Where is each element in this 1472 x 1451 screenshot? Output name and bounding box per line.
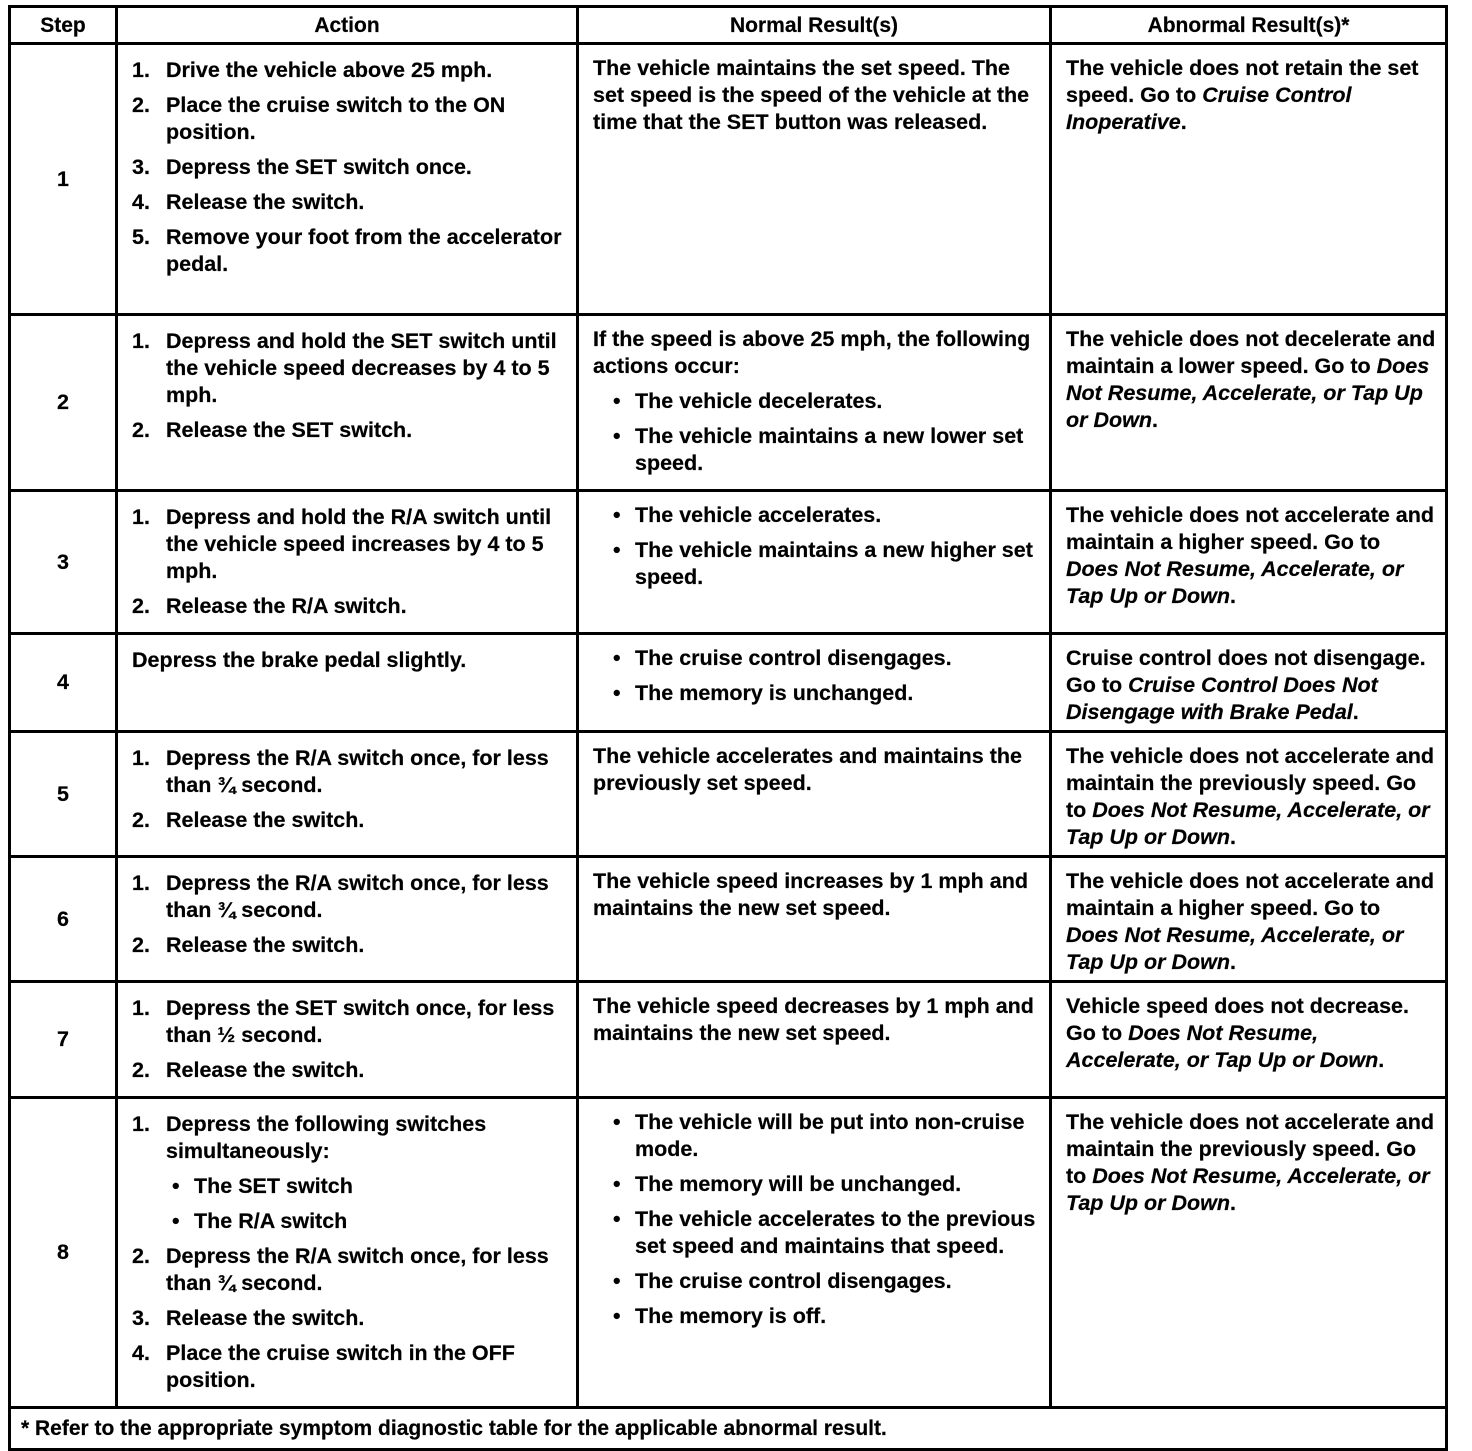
action-step-text: Place the cruise switch to the ON position. (166, 93, 506, 144)
table-row (10, 634, 1447, 732)
action-step (132, 1340, 566, 1394)
normal-result-cell (578, 982, 1051, 1098)
table-row (10, 491, 1447, 634)
action-cell (117, 44, 578, 315)
action-step (132, 932, 566, 959)
action-text: Depress the brake pedal slightly. (132, 648, 467, 672)
abnormal-result-text: Vehicle speed does not decrease. Go to (1066, 994, 1409, 1045)
normal-result-bullet: • The vehicle maintains a new higher set speed. (607, 537, 1041, 591)
action-step (132, 189, 566, 216)
abnormal-result-suffix: . (1152, 408, 1158, 432)
action-step (132, 224, 566, 278)
action-step-text: Release the R/A switch. (166, 594, 407, 618)
step-index: 1. (132, 746, 150, 770)
table-row (10, 44, 1447, 315)
action-step-text: Depress the R/A switch once, for less than ¾ second. (166, 1244, 549, 1295)
action-cell (117, 857, 578, 982)
step-number: 5 (10, 732, 117, 857)
action-step (132, 1111, 566, 1235)
action-step-text: Release the SET switch. (166, 418, 413, 442)
action-step (132, 328, 566, 409)
header-step: Step (10, 7, 117, 44)
step-number: 8 (10, 1098, 117, 1408)
step-index: 2. (132, 1244, 150, 1268)
action-step-text: Depress and hold the SET switch until the vehicle speed decreases by 4 to 5 mph. (166, 329, 557, 407)
action-step-text: Depress and hold the R/A switch until the vehicle speed increases by 4 to 5 mph. (166, 505, 552, 583)
table-row (10, 982, 1447, 1098)
step-index: 1. (132, 329, 150, 353)
normal-result-cell (578, 315, 1051, 491)
table-row (10, 732, 1447, 857)
action-step (132, 995, 566, 1049)
action-step-text: Drive the vehicle above 25 mph. (166, 58, 493, 82)
action-steps (132, 328, 566, 444)
action-step (132, 154, 566, 181)
sub-bullets (166, 1173, 566, 1235)
action-step (132, 92, 566, 146)
normal-result-bullets (607, 388, 1041, 477)
action-step-text: Release the switch. (166, 933, 365, 957)
abnormal-result-text: The vehicle does not accelerate and maintain the previously speed. Go to (1066, 744, 1435, 822)
step-index: 1. (132, 871, 150, 895)
abnormal-result-cell (1051, 857, 1447, 982)
normal-result-bullet: • The memory is off. (607, 1303, 1041, 1330)
step-number: 6 (10, 857, 117, 982)
action-steps (132, 1111, 566, 1394)
action-step-text: Depress the following switches simultaneously: (166, 1112, 487, 1163)
action-step (132, 745, 566, 799)
action-cell (117, 732, 578, 857)
step-index: 4. (132, 190, 150, 214)
abnormal-result-suffix: . (1378, 1048, 1385, 1072)
step-index: 2. (132, 93, 150, 117)
abnormal-result-suffix: . (1352, 700, 1359, 724)
reference-link: Does Not Resume, Accelerate, or Tap Up or Down (1066, 557, 1404, 608)
footnote: * Refer to the appropriate symptom diagnostic table for the applicable abnormal result. (10, 1408, 1447, 1450)
reference-link: Cruise Control Does Not Disengage with Brake Pedal (1066, 673, 1378, 724)
diagnostic-table (8, 5, 1448, 1451)
normal-result-bullet: • The memory is unchanged. (607, 680, 1041, 707)
abnormal-result-cell (1051, 634, 1447, 732)
normal-result-bullet: • The memory will be unchanged. (607, 1171, 1041, 1198)
action-step-text: Remove your foot from the accelerator pedal. (166, 225, 562, 276)
action-step-text: Depress the SET switch once. (166, 155, 472, 179)
normal-result-cell (578, 491, 1051, 634)
normal-result-bullets (607, 502, 1041, 591)
abnormal-result-cell (1051, 315, 1447, 491)
table-row (10, 857, 1447, 982)
abnormal-result-suffix: . (1230, 584, 1237, 608)
normal-result-text: The vehicle speed increases by 1 mph and maintains the new set speed. (593, 869, 1028, 920)
normal-result-cell (578, 857, 1051, 982)
reference-link: Cruise Control Inoperative (1066, 83, 1352, 134)
action-step-text: Release the switch. (166, 1058, 365, 1082)
step-index: 4. (132, 1341, 150, 1365)
normal-result-cell (578, 732, 1051, 857)
header-action: Action (117, 7, 578, 44)
action-step (132, 870, 566, 924)
step-index: 2. (132, 1058, 150, 1082)
step-index: 2. (132, 418, 150, 442)
step-index: 2. (132, 808, 150, 832)
step-index: 3. (132, 155, 150, 179)
abnormal-result-suffix: . (1180, 110, 1187, 134)
normal-result-text: If the speed is above 25 mph, the following actions occur: (593, 327, 1031, 378)
header-normal: Normal Result(s) (578, 7, 1051, 44)
action-steps (132, 745, 566, 834)
action-step (132, 593, 566, 620)
normal-result-bullet: • The vehicle decelerates. (607, 388, 1041, 415)
step-index: 1. (132, 58, 150, 82)
normal-result-bullet: • The cruise control disengages. (607, 1268, 1041, 1295)
sub-bullet: • The SET switch (166, 1173, 566, 1200)
action-step-text: Place the cruise switch in the OFF position. (166, 1341, 515, 1392)
action-cell (117, 315, 578, 491)
action-step-text: Depress the SET switch once, for less than ½ second. (166, 996, 555, 1047)
step-index: 2. (132, 594, 150, 618)
step-number: 1 (10, 44, 117, 315)
abnormal-result-suffix: . (1230, 1191, 1237, 1215)
action-steps (132, 870, 566, 959)
abnormal-result-text: The vehicle does not accelerate and maintain a higher speed. Go to (1066, 503, 1435, 554)
action-steps (132, 995, 566, 1084)
reference-link: Does Not Resume, Accelerate, or Tap Up or Down (1066, 354, 1430, 432)
normal-result-bullet: • The vehicle maintains a new lower set speed. (607, 423, 1041, 477)
action-step (132, 1305, 566, 1332)
reference-link: Does Not Resume, Accelerate, or Tap Up or Down (1066, 1164, 1430, 1215)
step-number: 2 (10, 315, 117, 491)
normal-result-text: The vehicle maintains the set speed. The set speed is the speed of the vehicle at the time that the SET button was released. (593, 56, 1030, 134)
reference-link: Does Not Resume, Accelerate, or Tap Up or Down (1066, 798, 1430, 849)
normal-result-bullet: • The vehicle accelerates to the previous set speed and maintains that speed. (607, 1206, 1041, 1260)
step-index: 2. (132, 933, 150, 957)
step-index: 1. (132, 996, 150, 1020)
action-cell (117, 1098, 578, 1408)
abnormal-result-text: The vehicle does not accelerate and maintain a higher speed. Go to (1066, 869, 1435, 920)
reference-link: Does Not Resume, Accelerate, or Tap Up or Down (1066, 923, 1404, 974)
action-step (132, 807, 566, 834)
action-cell (117, 491, 578, 634)
abnormal-result-cell (1051, 491, 1447, 634)
step-number: 4 (10, 634, 117, 732)
normal-result-bullets (607, 1109, 1041, 1330)
abnormal-result-cell (1051, 44, 1447, 315)
normal-result-text: The vehicle accelerates and maintains the previously set speed. (593, 744, 1022, 795)
header-row (10, 7, 1447, 44)
step-index: 1. (132, 1112, 150, 1136)
normal-result-bullet: • The vehicle accelerates. (607, 502, 1041, 529)
abnormal-result-cell (1051, 1098, 1447, 1408)
action-step-text: Release the switch. (166, 1306, 365, 1330)
header-abnormal: Abnormal Result(s)* (1051, 7, 1447, 44)
action-step-text: Depress the R/A switch once, for less than ¾ second. (166, 746, 549, 797)
action-step (132, 1243, 566, 1297)
step-index: 1. (132, 505, 150, 529)
abnormal-result-text: The vehicle does not accelerate and maintain the previously speed. Go to (1066, 1110, 1435, 1188)
abnormal-result-text: The vehicle does not retain the set speed. Go to (1066, 56, 1419, 107)
abnormal-result-suffix: . (1230, 825, 1237, 849)
action-cell (117, 634, 578, 732)
step-number: 7 (10, 982, 117, 1098)
table-row (10, 1098, 1447, 1408)
abnormal-result-text: The vehicle does not decelerate and maintain a lower speed. Go to (1066, 327, 1436, 378)
action-step (132, 417, 566, 444)
normal-result-bullet: • The cruise control disengages. (607, 645, 1041, 672)
action-steps (132, 504, 566, 620)
step-number: 3 (10, 491, 117, 634)
normal-result-bullets (607, 645, 1041, 707)
abnormal-result-cell (1051, 732, 1447, 857)
step-index: 3. (132, 1306, 150, 1330)
action-step-text: Release the switch. (166, 808, 365, 832)
action-step-text: Depress the R/A switch once, for less than ¾ second. (166, 871, 549, 922)
sub-bullet: • The R/A switch (166, 1208, 566, 1235)
action-step (132, 1057, 566, 1084)
normal-result-cell (578, 1098, 1051, 1408)
reference-link: Does Not Resume, Accelerate, or Tap Up or Down (1066, 1021, 1379, 1072)
action-step-text: Release the switch. (166, 190, 365, 214)
action-steps (132, 57, 566, 278)
abnormal-result-text: Cruise control does not disengage. Go to (1066, 646, 1426, 697)
normal-result-cell (578, 634, 1051, 732)
normal-result-text: The vehicle speed decreases by 1 mph and maintains the new set speed. (593, 994, 1034, 1045)
normal-result-cell (578, 44, 1051, 315)
table-row (10, 315, 1447, 491)
abnormal-result-cell (1051, 982, 1447, 1098)
action-step (132, 504, 566, 585)
normal-result-bullet: • The vehicle will be put into non-cruise mode. (607, 1109, 1041, 1163)
action-step (132, 57, 566, 84)
step-index: 5. (132, 225, 150, 249)
abnormal-result-suffix: . (1230, 950, 1237, 974)
action-cell (117, 982, 578, 1098)
